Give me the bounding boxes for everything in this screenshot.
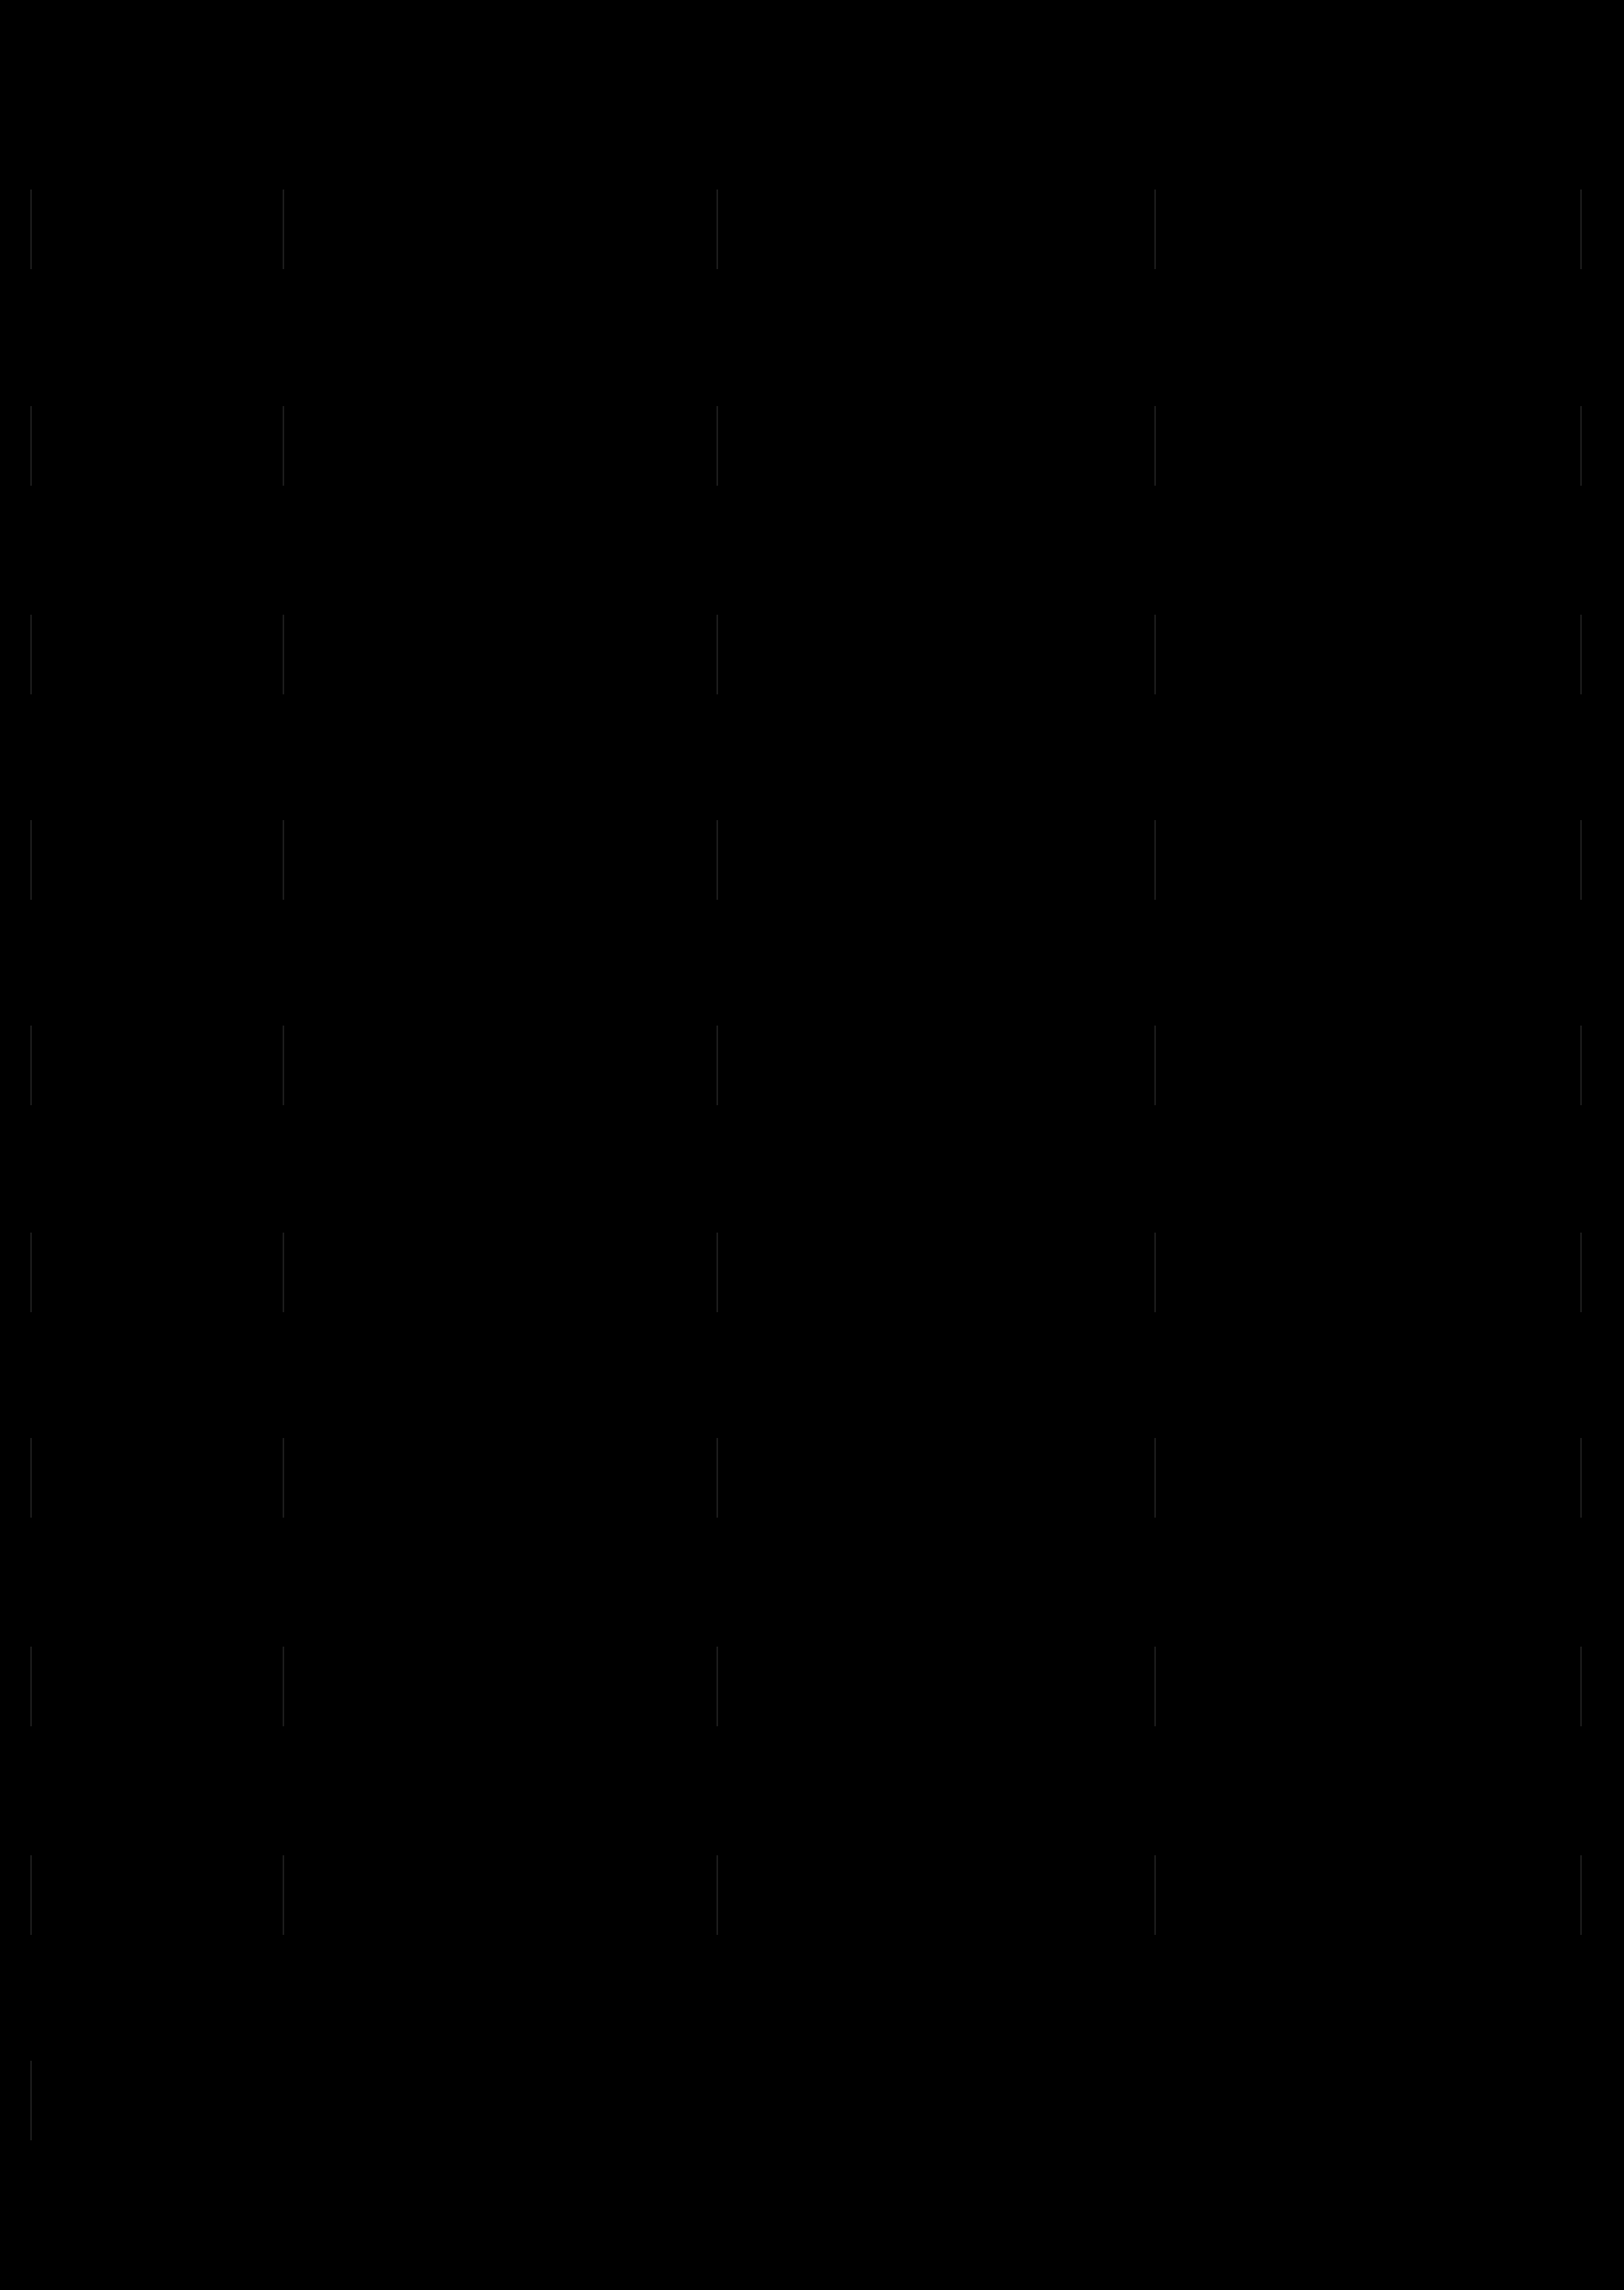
grid-tick (30, 1026, 32, 1105)
grid-tick (1154, 1026, 1156, 1105)
grid-tick (1580, 406, 1582, 486)
grid-tick (283, 1647, 284, 1726)
grid-tick (716, 190, 718, 269)
grid-tick (30, 1647, 32, 1726)
grid-tick (1154, 615, 1156, 694)
grid-tick (716, 1026, 718, 1105)
grid-tick (283, 1233, 284, 1312)
grid-tick (1154, 1855, 1156, 1935)
grid-tick (1154, 190, 1156, 269)
grid-tick (1154, 820, 1156, 900)
grid-tick (1580, 1647, 1582, 1726)
grid-tick (716, 1438, 718, 1518)
grid-tick (30, 820, 32, 900)
grid-tick (716, 1855, 718, 1935)
grid-tick (30, 190, 32, 269)
grid-tick (283, 615, 284, 694)
grid-tick (30, 406, 32, 486)
grid-tick (30, 2061, 32, 2140)
grid-tick (30, 1233, 32, 1312)
grid-tick (283, 1855, 284, 1935)
grid-tick (1580, 1438, 1582, 1518)
grid-tick (1154, 1233, 1156, 1312)
grid-tick (716, 615, 718, 694)
grid-tick (1580, 1855, 1582, 1935)
grid-tick (283, 820, 284, 900)
grid-tick (30, 615, 32, 694)
grid-tick (30, 1855, 32, 1935)
grid-tick (283, 190, 284, 269)
grid-tick (30, 1438, 32, 1518)
grid-tick (1154, 1647, 1156, 1726)
grid-tick (716, 406, 718, 486)
grid-tick (1580, 1026, 1582, 1105)
grid-tick (1580, 820, 1582, 900)
grid-tick (716, 1233, 718, 1312)
grid-tick (1154, 1438, 1156, 1518)
grid-tick (283, 406, 284, 486)
grid-tick (1580, 615, 1582, 694)
grid-tick (1580, 190, 1582, 269)
grid-tick (283, 1026, 284, 1105)
grid-tick (1154, 406, 1156, 486)
grid-tick (716, 1647, 718, 1726)
grid-tick (716, 820, 718, 900)
grid-tick (1580, 1233, 1582, 1312)
grid-tick (283, 1438, 284, 1518)
